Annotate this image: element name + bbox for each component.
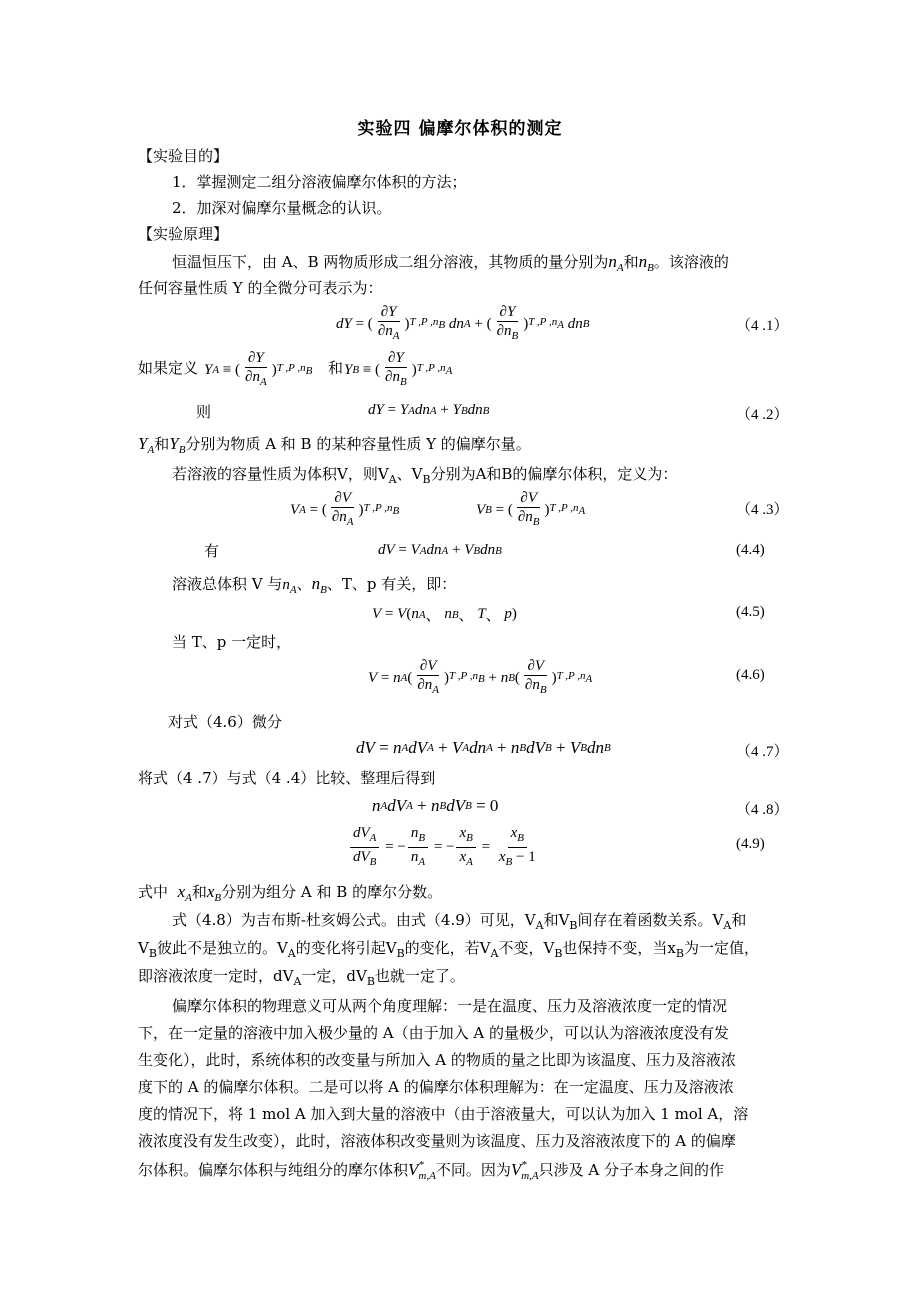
equation-number: （4 .3） <box>736 502 789 518</box>
equation-number: (4.9) <box>736 836 765 852</box>
paragraph-line: 任何容量性质 Y 的全微分可表示为： <box>138 279 383 297</box>
equation-number: (4.5) <box>736 604 765 620</box>
equation-number: (4.6) <box>736 667 765 683</box>
and-word: 和 <box>328 359 344 377</box>
equation-4-5: V = V ( n A 、 n B 、 T 、 p ) <box>372 606 517 624</box>
equation-4-9: $\frac{dV_A}{dV_B}$ = − $\frac{n_B}{n_A}$ = − $\frac{x_B}{x_A}$ = $\frac{x_B}{x_B - 1}$ <box>348 824 541 870</box>
equation-4-3a: V A = ( $\frac{\partial V}{\partial n_A}$ ) T ,P $,n_B$ <box>290 490 400 528</box>
paragraph-line: 当 T、p 一定时， <box>172 633 292 651</box>
paragraph-line: 恒温恒压下，由 A、B 两物质形成二组分溶液，其物质的量分别为$n_A$和$n_B$。该溶液的 <box>172 252 729 274</box>
equation-number: （4 .7） <box>736 744 789 760</box>
equation-number: （4 .1） <box>736 318 789 334</box>
definition-YB: Y B ≡ ( $\frac{\partial Y}{\partial n_B}$ ) T ,P $,n_A$ <box>344 350 453 388</box>
purpose-item-1: 1．掌握测定二组分溶液偏摩尔体积的方法； <box>172 173 467 191</box>
equation-number: (4.4) <box>736 542 765 558</box>
equation-4-6: V = n A ( $\frac{\partial V}{\partial n_A}$ ) T ,P $,n_B$ + n B ( $\frac{\partial V}{\partial n_B}$ ) T ,P $,n_A$ <box>368 658 593 696</box>
purpose-item-2: 2．加深对偏摩尔量概念的认识。 <box>172 199 392 217</box>
equation-4-1: dY = ( $\frac{\partial Y}{\partial n_A}$ ) T ,P $,n_B$ dn A + ( $\frac{\partial Y}{\partial n_B}$ ) T ,P $,n_A$ dn B <box>336 304 590 342</box>
paragraph-line: 度下的 A 的偏摩尔体积。二是可以将 A 的偏摩尔体积理解为：在一定温度、压力及溶液浓 <box>138 1078 734 1096</box>
principle-heading: 【实验原理】 <box>138 225 229 243</box>
paragraph-line: 液浓度没有发生改变），此时，溶液体积改变量则为该温度、压力及溶液浓度下的 A 的偏摩 <box>138 1132 736 1150</box>
paragraph-line: 即溶液浓度一定时，$dV_A$一定，$dV_B$也就一定了。 <box>138 967 465 988</box>
equation-4-3b: V B = ( $\frac{\partial V}{\partial n_B}$ ) T ,P $,n_A$ <box>476 490 586 528</box>
paragraph-line: $V_B$彼此不是独立的。$V_A$的变化将引起$V_B$的变化，若$V_A$不变，$V_B$也保持不变，当$x_B$为一定值， <box>138 939 759 960</box>
purpose-heading: 【实验目的】 <box>138 147 229 165</box>
equation-number: （4 .2） <box>736 407 789 423</box>
then-word: 则 <box>196 403 212 421</box>
paragraph-line: $Y_A$和$Y_B$分别为物质 A 和 B 的某种容量性质 Y 的偏摩尔量。 <box>138 434 531 456</box>
equation-4-7: dV = n A dV A + V A dn A + n B dV B + V B dn B <box>356 738 611 757</box>
definition-label: 如果定义 <box>138 359 199 377</box>
page-title: 实验四 偏摩尔体积的测定 <box>357 119 563 139</box>
paragraph-line: 度的情况下，将 1 mol A 加入到大量的溶液中（由于溶液量大，可以认为加入 1 mol A，溶 <box>138 1105 749 1123</box>
equation-number: （4 .8） <box>736 802 789 818</box>
paragraph-line: 生变化），此时，系统体积的改变量与所加入 A 的物质的量之比即为该温度、压力及溶液浓 <box>138 1051 736 1069</box>
paragraph-line: 式（4.8）为吉布斯-杜亥姆公式。由式（4.9）可见，$V_A$和$V_B$间存在着函数关系。$V_A$和 <box>172 911 747 932</box>
equation-4-8: n A dV A + n B dV B = 0 <box>372 796 499 815</box>
paragraph-line: 将式（4 .7）与式（4 .4）比较、整理后得到 <box>138 769 436 787</box>
paragraph-line: 若溶液的容量性质为体积V，则$V_A$、$V_B$分别为A和B的偏摩尔体积，定义为： <box>172 465 678 486</box>
equation-4-2: dY = Y A dn A + Y B dn B <box>368 402 490 418</box>
paragraph-line: 下，在一定量的溶液中加入极少量的 A（由于加入 A 的量极少，可以认为溶液浓度没有发 <box>138 1024 729 1042</box>
paragraph-line: 溶液总体积 V 与$n_A$、$n_B$、T、p 有关，即： <box>172 574 457 596</box>
paragraph-line: 尔体积。偏摩尔体积与纯组分的摩尔体积V * m,A 不同。因为V * m,A 只涉及 A 分子本身之间的作 <box>138 1159 725 1182</box>
definition-YA: Y A ≡ ( $\frac{\partial Y}{\partial n_A}$ ) T ,P $,n_B$ <box>204 350 313 388</box>
you-word: 有 <box>204 542 220 560</box>
paragraph-line: 对式（4.6）微分 <box>168 713 282 731</box>
equation-4-4: dV = V A dn A + V B dn B <box>378 542 502 558</box>
paragraph-line: 偏摩尔体积的物理意义可从两个角度理解：一是在温度、压力及溶液浓度一定的情况 <box>172 997 728 1015</box>
paragraph-line: 式中 $x_A$和$x_B$分别为组分 A 和 B 的摩尔分数。 <box>138 882 443 904</box>
